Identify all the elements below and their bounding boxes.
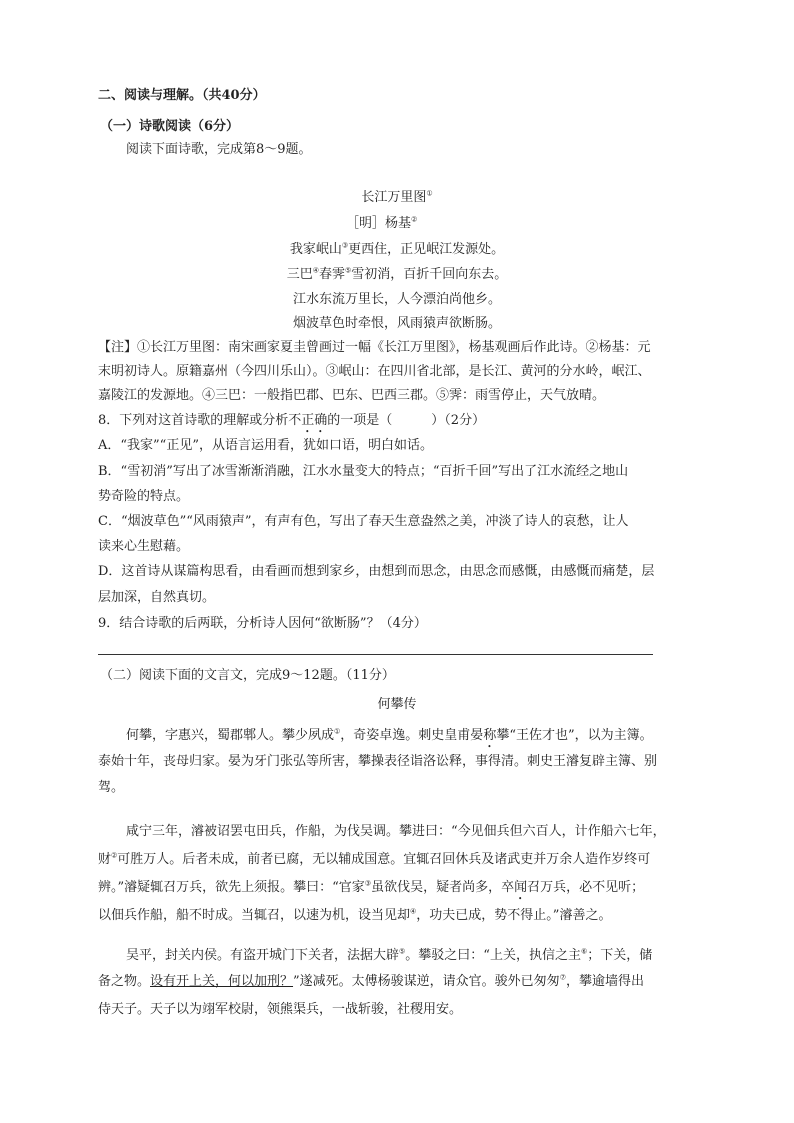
question-8-option-a: A．“我家”“正见”，从语言运用看，犹如口语，明白如话。: [98, 438, 433, 453]
prose-p1-line-2: 泰始十年，丧母归家。晏为牙门张弘等所害，攀操表径诣洛讼释，事得清。刺史王濬复辟主簿、别: [98, 754, 658, 769]
prose-p1-line-3: 驾。: [98, 780, 125, 795]
poem-line-1: 我家岷山③更西住，正见岷江发源处。: [289, 241, 505, 257]
prose-p2-line-4: 以佃兵作船，船不时成。当辄召，以速为机，设当见却④，功夫已成，势不得止。”濬善之。: [98, 907, 612, 923]
poem-note-line-3: 嘉陵江的发源地。④三巴：一般指巴郡、巴东、巴西三郡。⑤霁：雨雪停止，天气放晴。: [98, 388, 606, 403]
question-8-stem: 8．下列对这首诗歌的理解或分析不正确的一项是（ ）（2分）: [98, 413, 486, 428]
question-8-option-d-line-2: 层加深，自然真切。: [98, 590, 216, 605]
prose-p3-line-3: 侍天子。天子以为翊军校尉，领熊渠兵，一战斩骏，社稷用安。: [98, 1002, 463, 1017]
poem-note-line-1: 【注】①长江万里图：南宋画家夏圭曾画过一幅《长江万里图》，杨基观画后作此诗。②杨基：元: [98, 340, 651, 355]
prose-p3-line-2: 备之物。设有开上关，何以加刑？”遂减死。太傅杨骏谋逆，请众官。骏外已匆匆⑦，攀逾墙得出: [98, 973, 644, 989]
prose-p3-line-1: 吴平，封关内侯。有盗开城门下关者，法据大辟⑤。攀驳之曰：“上关，执信之主⑥；下关，储: [126, 947, 653, 963]
poem-line-3: 江水东流万里长，人今漂泊尚他乡。: [292, 292, 501, 307]
poem-note-line-2: 末明初诗人。原籍嘉州（今四川乐山）。③岷山：在四川省北部，是长江、黄河的分水岭，岷江、: [98, 364, 651, 379]
prose-p1-line-1: 何攀，字惠兴，蜀郡郫人。攀少夙成①，奇姿卓逸。刺史皇甫晏称攀“王佐才也”，以为主簿。: [126, 727, 653, 743]
part1-heading: （一）诗歌阅读（6分）: [100, 119, 240, 134]
question-9-stem: 9．结合诗歌的后两联，分析诗人因何“欲断肠”？（4分）: [98, 616, 427, 631]
poem-line-2: 三巴④春霁⑤雪初消，百折千回向东去。: [286, 266, 508, 282]
question-8-option-d-line-1: D．这首诗从谋篇构思看，由看画而想到家乡，由想到而思念，由思念而感慨，由感慨而痛楚，层: [98, 564, 655, 579]
emphasis-dots: 正确: [301, 413, 328, 428]
part2-heading: （二）阅读下面的文言文，完成9～12题。（11分）: [100, 668, 395, 683]
part1-instruction: 阅读下面诗歌，完成第8～9题。: [126, 142, 312, 157]
poem-title: 长江万里图①: [361, 189, 433, 205]
poem-author: ［明］杨基②: [346, 215, 418, 231]
section-title: 二、阅读与理解。（共40分）: [98, 88, 266, 103]
question-8-option-b-line-1: B．“雪初消”写出了冰雪渐渐消融，江水水量变大的特点；“百折千回”写出了江水流经之地山: [98, 464, 629, 479]
answer-line[interactable]: [98, 654, 653, 655]
poem-line-4: 烟波草色时牵恨，风雨猿声欲断肠。: [292, 316, 501, 331]
underlined-sentence: 设有开上关，何以加刑？: [150, 974, 294, 989]
question-8-option-b-line-2: 势奇险的特点。: [98, 489, 190, 504]
question-8-option-c-line-2: 读来心生慰藉。: [98, 539, 190, 554]
prose-p2-line-1: 咸宁三年，濬被诏罢屯田兵，作船，为伐吴调。攀进曰：“今见佃兵但六百人，计作船六七年，: [126, 824, 666, 839]
prose-p2-line-2: 财②可胜万人。后者未成，前者已腐，无以辅成国意。宜辄召回休兵及诸武吏并万余人造作岁终可: [98, 851, 651, 867]
prose-title: 何攀传: [377, 697, 417, 712]
question-8-option-c-line-1: C．“烟波草色”“风雨猿声”，有声有色，写出了春天生意盎然之美，冲淡了诗人的哀愁，让人: [98, 514, 629, 529]
prose-p2-line-3: 辨。”濬疑辄召万兵，欲先上须报。攀曰：“官家③虽欲伐吴，疑者尚多，卒闻召万兵，必不见听；: [98, 879, 645, 895]
